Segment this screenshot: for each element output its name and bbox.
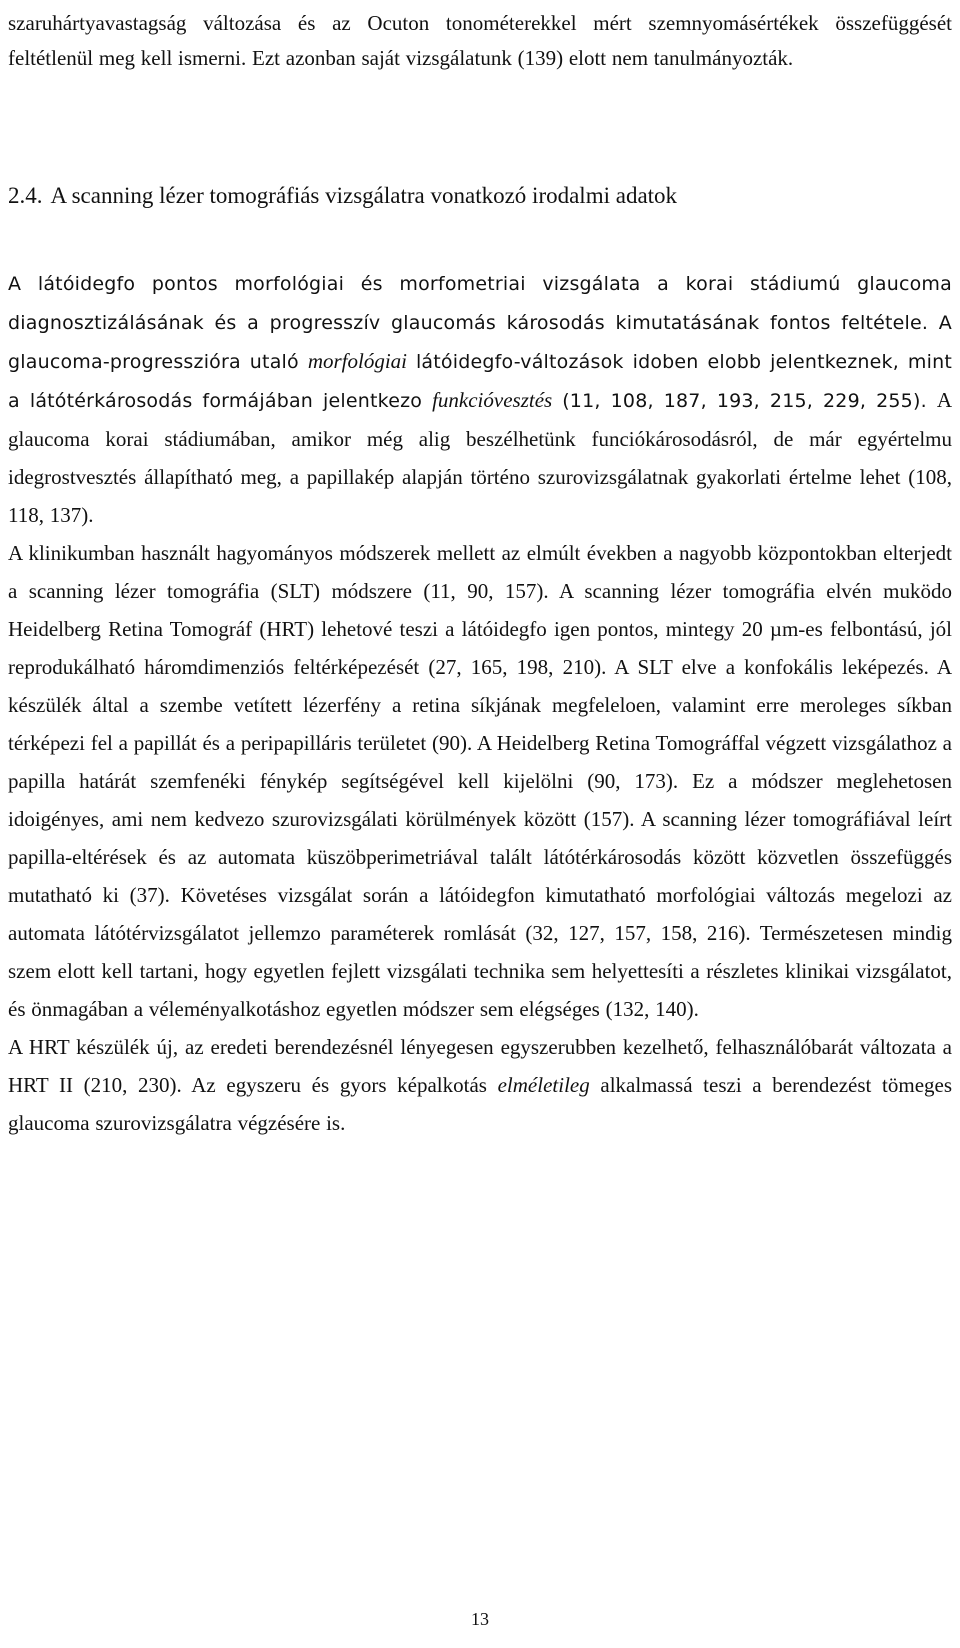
paragraph-3-text-b: alkalmassá teszi a berendezést tömeges glaucoma szurovizsgálatra végzésére is. (8, 1073, 953, 1135)
section-heading (8, 178, 952, 214)
paragraph-1-citation: (11, 108, 187, 193, 215, 229, 255). (552, 390, 937, 412)
paragraph-1-text-a: A glaucoma-progresszióra utaló (8, 312, 953, 373)
paragraph-1-text-b: látóidegfo-változások idoben elobb jelentkeznek, mint a látótérkárosodás formájában jelentkezo (8, 351, 952, 412)
paragraph-3-italic: elméletileg (497, 1073, 590, 1097)
intro-paragraph (8, 6, 952, 76)
paragraph-3 (8, 1028, 952, 1142)
paragraph-1-text-c: A glaucoma korai stádiumában, amikor még alig beszélhetünk funciókárosodásról, de már egyértelmu idegrostvesztés állapítható meg, a papillakép alapján történo szurovizsgálatnak gyakorlati értelme lehet (108, 118, 137). (8, 388, 952, 527)
paragraph-1-italic-morphology: morfológiai (307, 349, 407, 373)
intro-text: szaruhártyavastagság változása és az Ocuton tonométerekkel mért szemnyomásértékek összefüggését feltétlenül meg kell ismerni. Ezt azonban saját vizsgálatunk (139) elott nem tanulmányozták. (8, 11, 952, 70)
section-title: A scanning lézer tomográfiás vizsgálatra vonatkozó irodalmi adatok (50, 183, 678, 208)
section-body (8, 264, 952, 1142)
paragraph-1-lead: A látóidegfo pontos morfológiai és morfometriai vizsgálata a korai stádiumú glaucoma diagnosztizálásának és a progresszív glaucomás károsodás kimutatásának fontos feltétele. (8, 273, 952, 334)
paragraph-3-text-a: A HRT készülék új, az eredeti berendezésnél lényegesen egyszerubben kezelhető, felhasználóbarát változata a HRT II (210, 230). Az egyszeru és gyors képalkotás (8, 1035, 952, 1097)
paragraph-1-italic-function-loss: funkcióvesztés (432, 388, 553, 412)
paragraph-1 (8, 264, 952, 534)
page-number: 13 (471, 1609, 489, 1629)
section-number: 2.4. (8, 183, 43, 208)
paragraph-2: A klinikumban használt hagyományos módszerek mellett az elmúlt években a nagyobb központokban elterjedt a scanning lézer tomográfia (SLT) módszere (11, 90, 157). A scanning lézer tomográfia elvén muködo Heidelberg Retina Tomográf (HRT) lehetové teszi a látóidegfo igen pontos, mintegy 20 µm-es felbontású, jól reprodukálható háromdimenziós feltérképezését (27, 165, 198, 210). A SLT elve a konfokális leképezés. A készülék által a szembe vetített lézerfény a retina síkjának megfeleloen, valamint erre meroleges síkban térképezi fel a papillát és a peripapilláris területet (90). A Heidelberg Retina Tomográffal végzett vizsgálathoz a papilla határát szemfenéki fénykép segítségével kell kijelölni (90, 173). Ez a módszer meglehetosen idoigényes, ami nem kedvezo szurovizsgálati körülmények között (157). A scanning lézer tomográfiával leírt papilla-eltérések és az automata küszöbperimetriával talált látótérkárosodás között közvetlen összefüggés mutatható ki (37). Követéses vizsgálat során a látóidegfon kimutatható morfológiai változás megelozi az automata látótérvizsgálatot jellemzo paraméterek romlását (32, 127, 157, 158, 216). Természetesen mindig szem elott kell tartani, hogy egyetlen fejlett vizsgálati technika sem helyettesíti a részletes klinikai vizsgálatot, és önmagában a véleményalkotáshoz egyetlen módszer sem elégséges (132, 140). (8, 541, 952, 1021)
